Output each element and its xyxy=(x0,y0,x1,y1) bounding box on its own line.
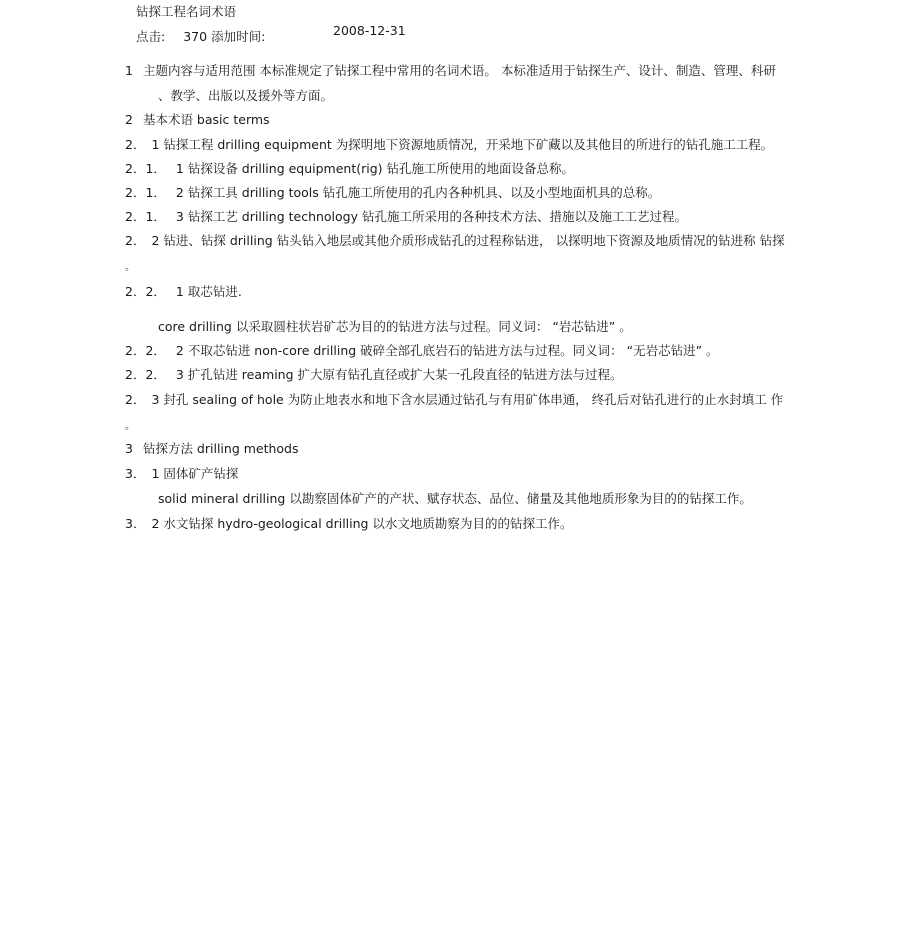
section-text: 基本术语 basic terms xyxy=(142,112,270,127)
term-2-2-3 xyxy=(125,367,623,383)
term-text: 1 固体矿产钻探 xyxy=(151,466,239,481)
term-number: 2． xyxy=(125,137,146,152)
term-number: 2．2． xyxy=(125,284,166,299)
section-number: 2 xyxy=(125,112,133,127)
term-text: 3 钻探工艺 drilling technology 钻孔施工所采用的各种技术方法、措施以及施工工艺过程。 xyxy=(175,209,687,224)
term-text: 3 扩孔钻进 reaming 扩大原有钻孔直径或扩大某一孔段直径的钻进方法与过程。 xyxy=(175,367,623,382)
section-1 xyxy=(125,63,776,79)
term-2-1-2 xyxy=(125,185,660,201)
section-text: 钻探方法 drilling methods xyxy=(142,441,299,456)
term-number: 2．2． xyxy=(125,343,166,358)
term-2-3-terminator: 。 xyxy=(125,421,135,432)
term-text: 1 钻探工程 drilling equipment 为探明地下资源地质情况，开采地下矿藏以及其他目的所进行的钻孔施工工程。 xyxy=(151,137,774,152)
term-text: 1 钻探设备 drilling equipment(rig) 钻孔施工所使用的地面设备总称。 xyxy=(175,161,575,176)
term-2-2-1-definition: core drilling 以采取圆柱状岩矿芯为目的的钻进方法与过程。同义词： “岩芯钻进” 。 xyxy=(158,319,632,334)
added-label: 添加时间: xyxy=(211,29,266,44)
term-text: 3 封孔 sealing of hole 为防止地表水和地下含水层通过钻孔与有用矿体串通， 终孔后对钻孔进行的止水封填工 作 xyxy=(151,392,784,407)
term-number: 2．1． xyxy=(125,209,166,224)
term-number: 2． xyxy=(125,392,146,407)
term-2-2-1 xyxy=(125,284,242,300)
section-number: 1 xyxy=(125,63,133,78)
term-number: 2．2． xyxy=(125,367,166,382)
term-2-2-terminator: 。 xyxy=(125,262,135,273)
section-2 xyxy=(125,112,270,128)
term-3-2 xyxy=(125,516,572,532)
term-text: 2 钻进、钻探 drilling 钻头钻入地层或其他介质形成钻孔的过程称钻进， 以探明地下资源及地质情况的钻进称 钻探 xyxy=(151,233,785,248)
term-2-1-1 xyxy=(125,161,574,177)
term-text: 1 取芯钻进. xyxy=(175,284,242,299)
section-text: 主题内容与适用范围 本标准规定了钻探工程中常用的名词术语。 本标准适用于钻探生产、设计、制造、管理、科研 xyxy=(142,63,776,78)
term-2-1-3 xyxy=(125,209,687,225)
term-2-1 xyxy=(125,137,773,153)
clicks-label: 点击: xyxy=(136,29,166,44)
term-2-3 xyxy=(125,392,783,408)
section-number: 3 xyxy=(125,441,133,456)
section-3 xyxy=(125,441,299,457)
clicks-value: 370 xyxy=(183,29,208,44)
meta-info xyxy=(136,29,265,45)
term-number: 2．1． xyxy=(125,161,166,176)
term-text: 2 钻探工具 drilling tools 钻孔施工所使用的孔内各种机具、以及小型地面机具的总称。 xyxy=(175,185,661,200)
term-2-2 xyxy=(125,233,785,249)
term-text: 2 不取芯钻进 non-core drilling 破碎全部孔底岩石的钻进方法与过程。同义词： “无岩芯钻进” 。 xyxy=(175,343,719,358)
term-3-1-definition: solid mineral drilling 以勘察固体矿产的产状、赋存状态、品位、储量及其他地质形象为目的的钻探工作。 xyxy=(158,491,752,506)
term-text: 2 水文钻探 hydro-geological drilling 以水文地质勘察为目的的钻探工作。 xyxy=(151,516,573,531)
added-date: 2008-12-31 xyxy=(333,23,406,38)
term-number: 3． xyxy=(125,516,146,531)
term-number: 3． xyxy=(125,466,146,481)
term-2-2-2 xyxy=(125,343,719,359)
term-3-1 xyxy=(125,466,238,482)
document-title: 钻探工程名词术语 xyxy=(136,4,237,19)
term-number: 2．1． xyxy=(125,185,166,200)
section-1-continuation: 、教学、出版以及援外等方面。 xyxy=(158,88,334,103)
term-number: 2． xyxy=(125,233,146,248)
